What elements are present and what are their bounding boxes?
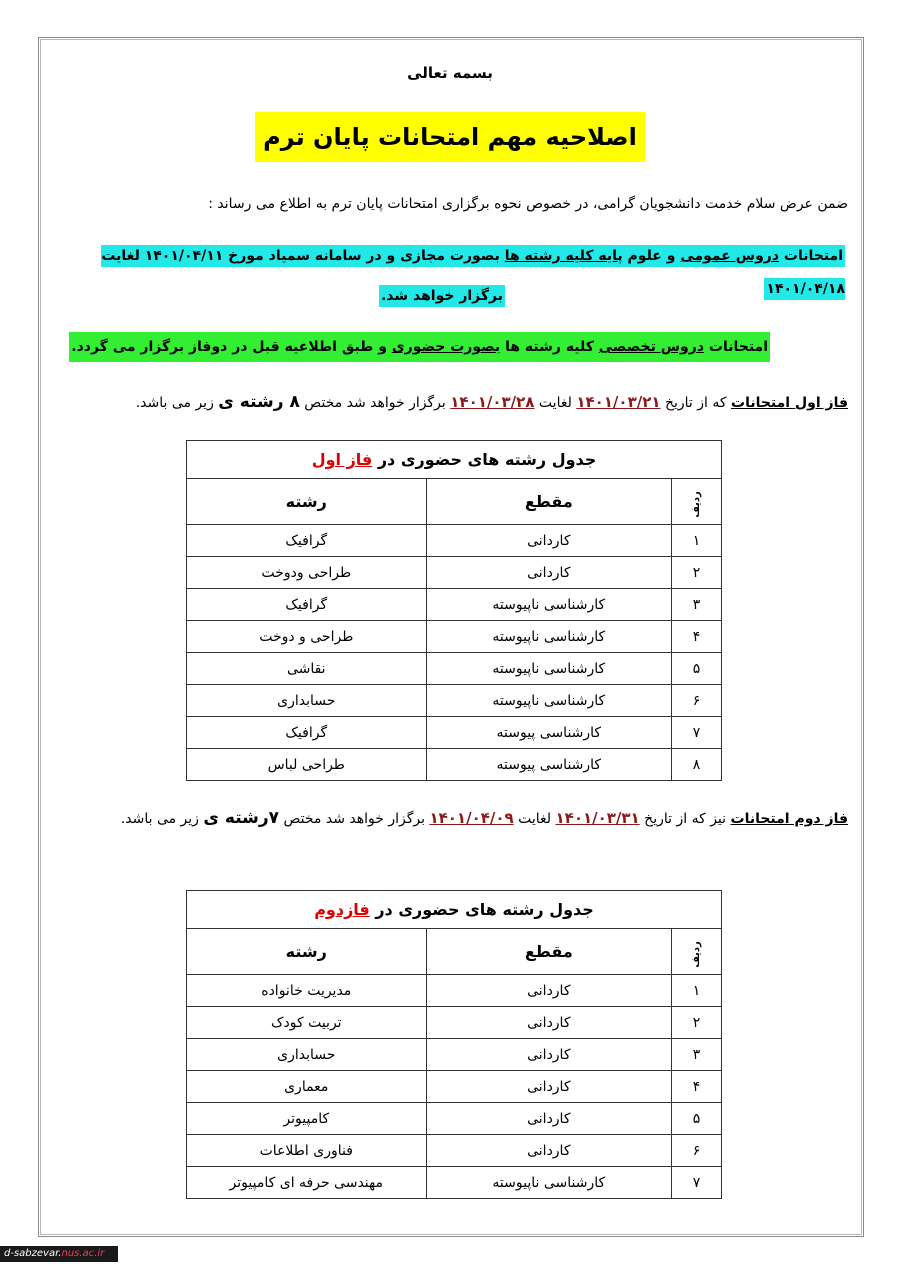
table-row <box>187 1135 722 1167</box>
header-field: رشته <box>187 929 427 975</box>
general-courses-label: دروس عمومی <box>680 248 780 264</box>
phase1-date-from: ۱۴۰۱/۰۳/۲۱ <box>576 393 661 411</box>
table-row <box>187 557 722 589</box>
general-notice-dates: بصورت مجازی و در سامانه سمیاد مورخ ۱۴۰۱/۰۴/۱۱ لغایت ۱۴۰۱/۰۴/۱۸ <box>101 248 845 297</box>
table-row <box>187 1039 722 1071</box>
row-field: طراحی ودوخت <box>187 557 427 589</box>
row-field: طراحی لباس <box>187 749 427 781</box>
watermark-prefix: d-sabzevar. <box>4 1248 62 1259</box>
row-level: کارشناسی ناپیوسته <box>426 1167 672 1199</box>
phase2-table-caption <box>187 891 722 929</box>
phase2-text: نیز که از تاریخ <box>639 811 731 827</box>
phase2-text: زیر می باشد. <box>120 811 204 827</box>
phase1-text: زیر می باشد. <box>135 395 219 411</box>
row-num: ۱ <box>672 975 722 1007</box>
phase2-text: برگزار خواهد شد مختص <box>279 811 430 827</box>
phase1-table <box>186 440 722 781</box>
row-level: کارشناسی ناپیوسته <box>426 653 672 685</box>
header-level: مقطع <box>426 929 672 975</box>
row-level: کارشناسی ناپیوسته <box>426 621 672 653</box>
row-field: مهندسی حرفه ای کامپیوتر <box>187 1167 427 1199</box>
general-notice-text: و علوم <box>622 248 681 264</box>
specialized-notice-part: امتحانات <box>704 339 768 355</box>
caption-highlight: فاز اول <box>311 450 373 469</box>
header-num-label: ردیف <box>691 491 703 518</box>
row-field: گرافیک <box>187 525 427 557</box>
in-person-label: بصورت حضوری <box>391 339 501 355</box>
row-field: طراحی و دوخت <box>187 621 427 653</box>
caption-highlight: فازدوم <box>314 900 370 919</box>
watermark-accent: nus.ac.ir <box>61 1248 105 1259</box>
phase2-text: لغایت <box>513 811 556 827</box>
table-row <box>187 1167 722 1199</box>
phase2-count: ۷رشته ی <box>203 808 280 828</box>
phase1-description <box>136 390 848 415</box>
table-row <box>187 589 722 621</box>
row-level: کاردانی <box>426 525 672 557</box>
intro-paragraph: ضمن عرض سلام خدمت دانشجویان گرامی، در خصوص نحوه برگزاری امتحانات پایان ترم به اطلاع می رساند : <box>208 196 848 212</box>
row-field: معماری <box>187 1071 427 1103</box>
phase1-text: لغایت <box>534 395 577 411</box>
header-level: مقطع <box>426 479 672 525</box>
row-field: تربیت کودک <box>187 1007 427 1039</box>
title-container <box>0 112 900 162</box>
row-num: ۶ <box>672 1135 722 1167</box>
table-row <box>187 1007 722 1039</box>
phase1-table-caption <box>187 441 722 479</box>
table-row <box>187 525 722 557</box>
row-level: کارشناسی پیوسته <box>426 717 672 749</box>
row-field: حسابداری <box>187 685 427 717</box>
table-row <box>187 653 722 685</box>
page-title: اصلاحیه مهم امتحانات پایان ترم <box>255 112 645 162</box>
row-field: گرافیک <box>187 589 427 621</box>
phase1-label: فاز اول امتحانات <box>731 395 848 411</box>
row-level: کارشناسی ناپیوسته <box>426 589 672 621</box>
general-notice-line2: برگزار خواهد شد. <box>379 285 505 307</box>
row-num: ۸ <box>672 749 722 781</box>
row-field: گرافیک <box>187 717 427 749</box>
row-num: ۵ <box>672 1103 722 1135</box>
row-num: ۵ <box>672 653 722 685</box>
table-row <box>187 1071 722 1103</box>
table-row <box>187 717 722 749</box>
row-num: ۳ <box>672 589 722 621</box>
specialized-notice-part: و طبق اطلاعیه قبل در دوفاز برگزار می گردد. <box>71 339 392 355</box>
general-notice-text: امتحانات <box>779 248 843 264</box>
table-row <box>187 685 722 717</box>
phase2-label: فاز دوم امتحانات <box>730 811 848 827</box>
row-num: ۴ <box>672 621 722 653</box>
row-field: فناوری اطلاعات <box>187 1135 427 1167</box>
row-num: ۲ <box>672 557 722 589</box>
row-level: کارشناسی پیوسته <box>426 749 672 781</box>
row-num: ۲ <box>672 1007 722 1039</box>
caption-prefix: جدول رشته های حضوری در <box>372 450 597 469</box>
row-level: کارشناسی ناپیوسته <box>426 685 672 717</box>
row-field: نقاشی <box>187 653 427 685</box>
caption-prefix: جدول رشته های حضوری در <box>369 900 594 919</box>
table-row <box>187 975 722 1007</box>
header-num-label: ردیف <box>691 941 703 968</box>
row-num: ۳ <box>672 1039 722 1071</box>
specialized-courses-label: دروس تخصصی <box>598 339 705 355</box>
phase1-date-to: ۱۴۰۱/۰۳/۲۸ <box>450 393 535 411</box>
general-notice-line2-wrap <box>379 280 505 313</box>
phase2-table-body <box>187 975 722 1199</box>
site-watermark <box>0 1246 118 1262</box>
row-num: ۴ <box>672 1071 722 1103</box>
row-num: ۱ <box>672 525 722 557</box>
row-num: ۶ <box>672 685 722 717</box>
table-row <box>187 749 722 781</box>
phase2-date-to: ۱۴۰۱/۰۴/۰۹ <box>429 809 514 827</box>
table-header-row <box>187 929 722 975</box>
row-level: کاردانی <box>426 975 672 1007</box>
phase2-date-from: ۱۴۰۱/۰۳/۳۱ <box>555 809 640 827</box>
phase1-text: که از تاریخ <box>660 395 731 411</box>
table-row <box>187 1103 722 1135</box>
phase2-table <box>186 890 722 1199</box>
phase2-description <box>121 806 848 831</box>
row-num: ۷ <box>672 717 722 749</box>
specialized-notice-part: کلیه رشته ها <box>500 339 599 355</box>
header-num <box>672 929 722 975</box>
table-row <box>187 621 722 653</box>
row-field: حسابداری <box>187 1039 427 1071</box>
phase1-count: ۸ رشته ی <box>218 392 300 412</box>
row-num: ۷ <box>672 1167 722 1199</box>
specialized-courses-notice <box>69 332 770 362</box>
phase1-text: برگزار خواهد شد مختص <box>299 395 451 411</box>
phase1-table-body <box>187 525 722 781</box>
row-level: کاردانی <box>426 1071 672 1103</box>
row-level: کاردانی <box>426 1039 672 1071</box>
row-level: کاردانی <box>426 1007 672 1039</box>
header-field: رشته <box>187 479 427 525</box>
header-num <box>672 479 722 525</box>
basic-courses-label: پایه کلیه رشته ها <box>504 248 623 264</box>
row-level: کاردانی <box>426 1103 672 1135</box>
row-level: کاردانی <box>426 557 672 589</box>
bismillah-heading: بسمه تعالی <box>407 64 493 82</box>
row-field: کامپیوتر <box>187 1103 427 1135</box>
table-header-row <box>187 479 722 525</box>
row-field: مدیریت خانواده <box>187 975 427 1007</box>
specialized-notice-text <box>69 332 770 362</box>
row-level: کاردانی <box>426 1135 672 1167</box>
